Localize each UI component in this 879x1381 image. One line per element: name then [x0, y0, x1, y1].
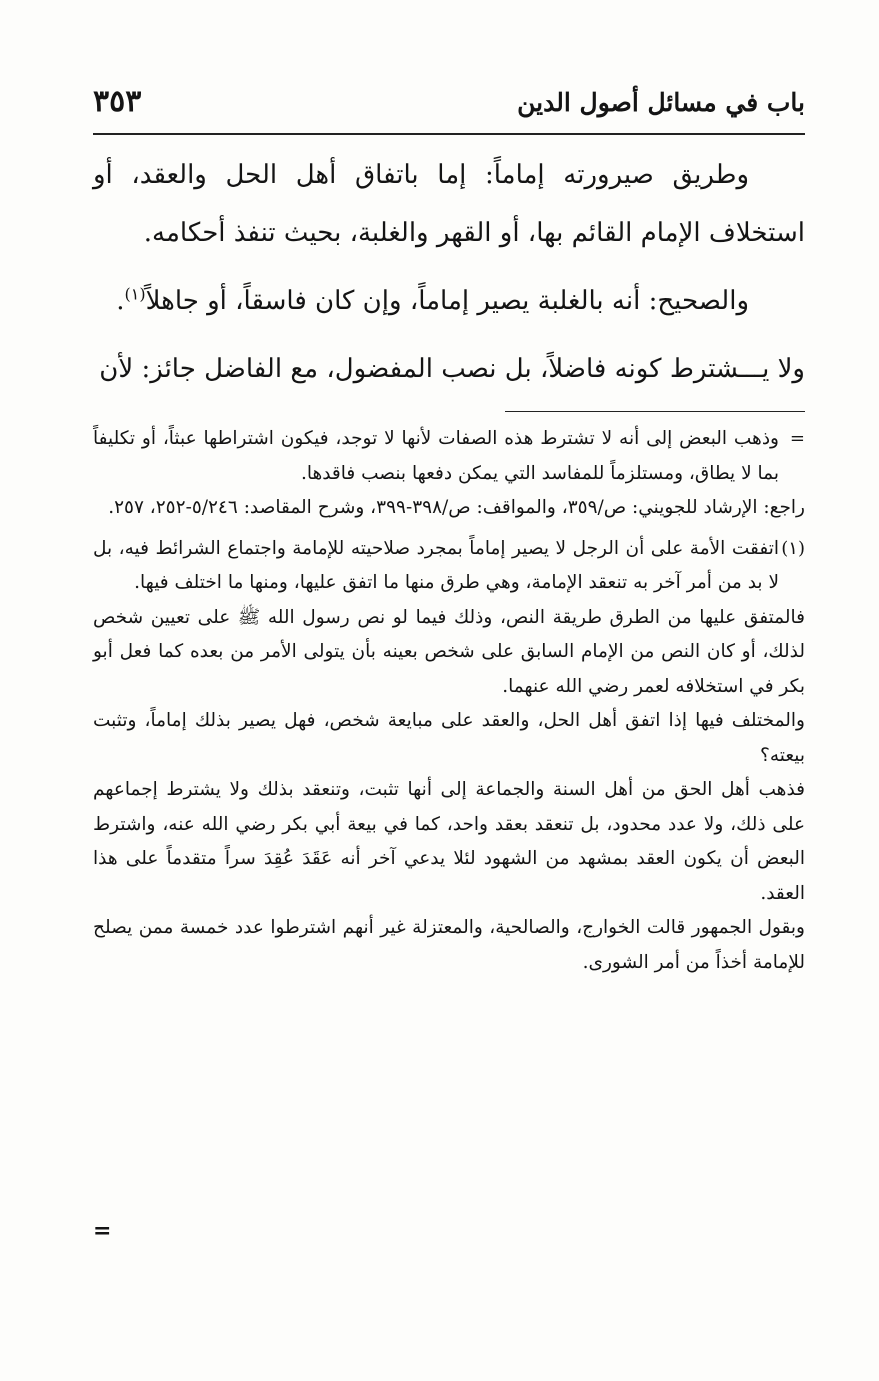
footnote-1-paragraph-2: فالمتفق عليها من الطرق طريقة النص، وذلك فيما لو نص رسول الله ﷺ على تعيين شخص لذلك، أو كان النص من الإمام السابق على شخص بعينه بأن يتولى الأمر من بعده كما فعل أبو بكر في استخلافه لعمر رضي الله عنهما. [93, 606, 805, 697]
footnote-1-paragraph-4: فذهب أهل الحق من أهل السنة والجماعة إلى أنها تثبت، وتنعقد بذلك ولا يشترط إجماعهم على ذلك، ولا عدد محدود، بل تنعقد بعقد واحد، كما في بيعة أبي بكر رضي الله عنه، واشترط البعض أن يكون العقد بمشهد من الشهود لئلا يدعي آخر أنه عَقَدَ عُقِدَ سراً متقدماً على هذا العقد. [93, 779, 805, 904]
footnote-1-text-1: اتفقت الأمة على أن الرجل لا يصير إماماً بمجرد صلاحيته للإمامة واجتماع الشرائط فيه، بل لا بد من أمر آخر به تنعقد الإمامة، وهي طرق منها ما اتفق عليها، ومنها ما اختلف فيها. [93, 537, 779, 593]
footnote-1-marker: (١) [781, 537, 805, 559]
chapter-title: باب في مسائل أصول الدين [517, 88, 805, 117]
main-paragraph-2 [93, 272, 805, 330]
footnote-continuation-text: وذهب البعض إلى أنه لا تشترط هذه الصفات لأنها لا توجد، فيكون اشتراطها عبثاً، أو تكليفاً بما لا يطاق، ومستلزماً للمفاسد التي يمكن دفعها بنصب فاقدها. [93, 428, 779, 484]
footnote-references: راجع: الإرشاد للجويني: ص/٣٥٩، والمواقف: ص/٣٩٨-٣٩٩، وشرح المقاصد: ٥/٢٤٦-٢٥٢، ٢٥٧. [108, 497, 805, 518]
page-number: ٣٥٣ [93, 84, 142, 119]
main-paragraph-2-period: . [116, 286, 125, 316]
main-paragraph-1: وطريق صيرورته إماماً: إما باتفاق أهل الحل والعقد، أو استخلاف الإمام القائم بها، أو القهر والغلبة، بحيث تنفذ أحكامه. [93, 160, 805, 248]
main-text [93, 146, 805, 408]
footnote-1-paragraph-3: والمختلف فيها إذا اتفق أهل الحل، والعقد على مبايعة شخص، فهل يصير بذلك إماماً، وتثبت بيعته؟ [93, 710, 805, 766]
footnote-separator [505, 411, 805, 412]
footnote-1-paragraph-5: وبقول الجمهور قالت الخوارج، والصالحية، والمعتزلة غير أنهم اشترطوا عدد خمسة ممن يصلح للإمامة أخذاً من أمر الشورى. [93, 917, 805, 973]
main-paragraph-2-text: والصحيح: أنه بالغلبة يصير إماماً، وإن كان فاسقاً، أو جاهلاً [145, 286, 749, 316]
footnote-reference-1[interactable]: (١) [124, 284, 146, 304]
footnotes [93, 422, 805, 980]
footnote-1-paragraph-1 [93, 532, 805, 601]
continuation-marker-end: = [93, 1218, 112, 1244]
running-header [93, 84, 805, 128]
main-paragraph-3: ولا يـــشترط كونه فاضلاً، بل نصب المفضول، مع الفاضل جائز: لأن [99, 354, 805, 384]
header-rule [93, 133, 805, 135]
continuation-marker: = [789, 428, 805, 449]
footnote-continuation [93, 422, 805, 491]
